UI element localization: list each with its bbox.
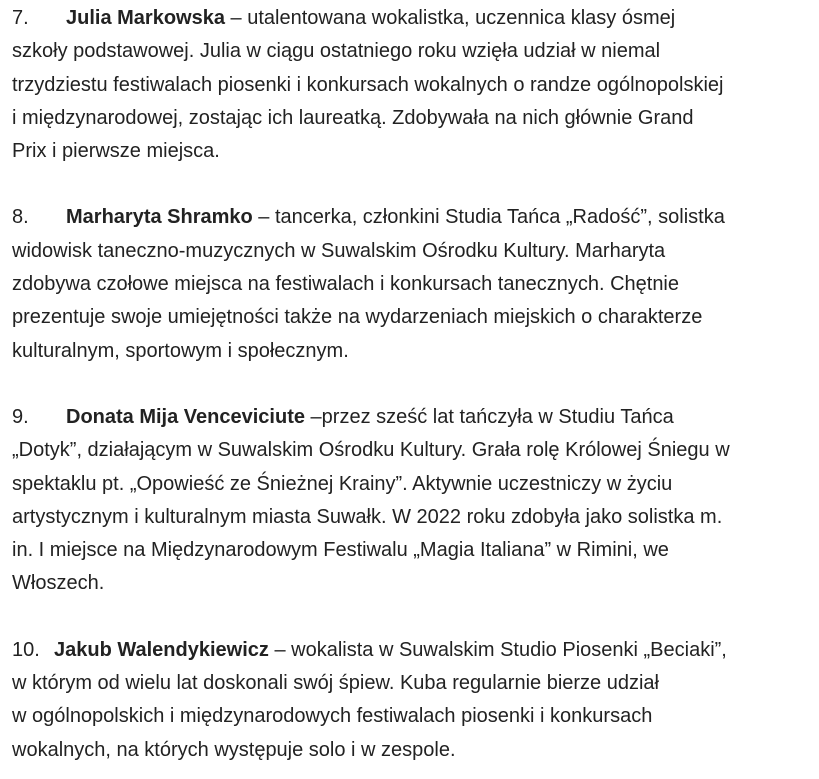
entry-line: widowisk taneczno-muzycznych w Suwalskim Ośrodku Kultury. Marharyta	[12, 239, 666, 262]
entry-number: 7.	[12, 7, 29, 29]
entry-name: Jakub Walendykiewicz	[54, 638, 269, 661]
entry-name: Marharyta Shramko	[66, 206, 253, 229]
entry-name: Donata Mija Venceviciute	[66, 405, 305, 428]
entry-number: 9.	[12, 405, 29, 428]
entry-line: in. I miejsce na Międzynarodowym Festiwalu „Magia Italiana” w Rimini, we	[12, 539, 669, 562]
entry-line: „Dotyk”, działającym w Suwalskim Ośrodku Kultury. Grała rolę Królowej Śniegu w	[12, 439, 730, 462]
entry-line: trzydziestu festiwalach piosenki i konkursach wokalnych o randze ogólnopolskiej	[12, 73, 724, 96]
entry-number: 8.	[12, 206, 29, 229]
entry-number: 10.	[12, 638, 40, 661]
entry-text: – utalentowana wokalistka, uczennica klasy ósmej	[224, 7, 676, 29]
entry-first-line	[12, 201, 800, 234]
entry-first-line	[12, 2, 800, 35]
entry-line: Prix i pierwsze miejsca.	[12, 140, 220, 163]
entry-name: Julia Markowska	[66, 7, 225, 29]
entry-line: kulturalnym, sportowym i społecznym.	[12, 339, 349, 362]
entry-line: prezentuje swoje umiejętności także na wydarzeniach miejskich o charakterze	[12, 306, 703, 329]
entry-text: – wokalista w Suwalskim Studio Piosenki „Beciaki”,	[268, 638, 727, 661]
list-item-8	[12, 201, 800, 367]
entry-line: zdobywa czołowe miejsca na festiwalach i konkursach tanecznych. Chętnie	[12, 273, 680, 296]
entry-line: wokalnych, na których występuje solo i w zespole.	[12, 738, 456, 761]
list-item-9	[12, 401, 800, 601]
list-item-7	[12, 2, 800, 168]
entry-text: –przez sześć lat tańczyła w Studiu Tańca	[304, 405, 674, 428]
entry-line: artystycznym i kulturalnym miasta Suwałk. W 2022 roku zdobyła jako solistka m.	[12, 505, 723, 528]
entry-line: w którym od wielu lat doskonali swój śpiew. Kuba regularnie bierze udział	[12, 672, 659, 695]
list-item-10	[12, 634, 800, 767]
entry-line: spektaklu pt. „Opowieść ze Śnieżnej Krainy”. Aktywnie uczestniczy w życiu	[12, 472, 673, 495]
entry-first-line	[12, 401, 800, 434]
entry-line: i międzynarodowej, zostając ich laureatką. Zdobywała na nich głównie Grand	[12, 106, 694, 129]
entry-text: – tancerka, członkini Studia Tańca „Radość”, solistka	[252, 206, 725, 229]
entry-line: w ogólnopolskich i międzynarodowych festiwalach piosenki i konkursach	[12, 705, 653, 728]
entry-first-line	[12, 634, 800, 667]
entry-line: Włoszech.	[12, 572, 105, 595]
entry-line: szkoły podstawowej. Julia w ciągu ostatniego roku wzięła udział w niemal	[12, 40, 661, 63]
